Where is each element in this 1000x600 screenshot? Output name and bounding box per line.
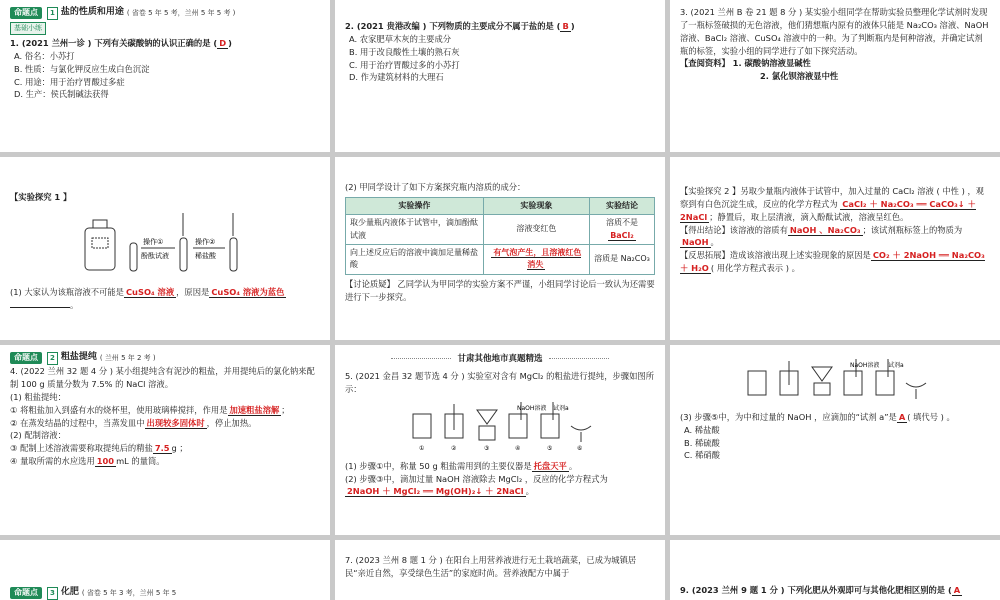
section-divider: 甘肃其他地市真题精选 [345,353,655,366]
discussion: 【讨论质疑】 乙同学认为甲同学的实验方案不严谨，小组同学讨论后一致认为还需要进行下一步探究。 [345,278,655,302]
slide-9[interactable] [670,345,1000,535]
question-5-stem: 5. (2021 金昌 32 题节选 4 分 ) 实验室对含有 MgCl₂ 的粗盐进行提纯，步骤如图所示： [345,371,654,395]
option: D. 生产：侯氏制碱法获得 [14,89,109,100]
experiment-table [345,197,655,275]
svg-text:试剂a: 试剂a [553,404,569,412]
info-title: 【查阅资料】 1. 碳酸钠溶液显碱性 [680,58,811,69]
table-header: 实验操作 [346,197,484,214]
part-2b: ④ 量取所需的水应选用 100 mL 的量筒。 [10,456,165,467]
topic-header [10,351,156,365]
part-2a: ③ 配制上述溶液需要称取提纯后的精盐 7.5 g ； [10,443,188,454]
svg-text:NaOH溶液: NaOH溶液 [850,362,880,369]
svg-text:④: ④ [515,444,521,452]
slide-4[interactable] [0,157,330,340]
part-1b: ② 在蒸发结晶的过程中，当蒸发皿中 出现较多固体时 ，停止加热。 [10,417,257,428]
answer-1: D [219,38,227,49]
svg-text:稀盐酸: 稀盐酸 [195,251,216,260]
option: B. 性质：与氯化钾反应生成白色沉淀 [14,63,150,74]
question-5-part-1: (1) 步骤①中，称量 50 g 粗盐需用到的主要仪器是 托盘天平 。 [345,460,578,471]
svg-text:③: ③ [484,444,490,452]
svg-text:操作①: 操作① [143,237,164,246]
basic-practice-badge: 基础小练 [10,22,46,35]
answer-2: B [562,21,569,31]
question-5-part-3: (3) 步骤⑤中，为中和过量的 NaOH ，应滴加的“试剂 a”是 A ( 填代号 ) 。 [680,411,955,422]
option: C. 用于治疗胃酸过多的小苏打 [349,59,460,70]
experiment-1-title: 【实验探究 1 】 [10,192,72,202]
topic-title: 粗盐提纯 [60,352,97,363]
topic-subtitle: ( 省卷 5 年 5 考，兰州 5 年 5 考 ) [126,8,236,17]
topic-subtitle: ( 兰州 5 年 2 考 ) [99,353,156,362]
lab-apparatus-icon [740,355,930,403]
svg-text:①: ① [419,444,425,452]
slide-8[interactable] [335,345,665,535]
question-3-stem: 3. (2021 兰州 B 卷 21 题 8 分 ) 某实验小组同学在帮助实验员整理化学试剂时发现了一瓶标签破损的无色溶液，他们猜想瓶内原有的液体只能是 Na₂CO₃ 溶液、NaOH 溶液、BaCl₂ 溶液、CuSO₄ 溶液中的一种。为了判断瓶内是何种溶液，并确定试剂瓶的标签，实验小组的同学进行了如下探究活动。 [680,7,989,56]
lab-apparatus-icon [405,400,595,452]
lab-steps-figure [680,355,990,407]
slide-11[interactable] [335,540,665,600]
option: B. 稀硫酸 [684,437,720,448]
svg-text:⑥: ⑥ [577,444,583,452]
part-heading: (1) 粗盐提纯： [10,391,66,402]
slide-6[interactable] [670,157,1000,340]
topic-tag: 命题点 [10,587,42,599]
option: A. 稀盐酸 [684,424,720,435]
option: D. 作为建筑材料的大理石 [349,72,444,83]
option: A. 俗名：小苏打 [14,50,75,61]
topic-header [10,586,176,600]
svg-text:酚酞试液: 酚酞试液 [141,251,169,260]
topic-number: 3 [47,587,58,600]
slide-5[interactable] [335,157,665,340]
question-7-stem: 7. (2023 兰州 8 题 1 分 ) 在阳台上用营养液进行无土栽培蔬菜，已成为城镇居民“亲近自然，享受绿色生活”的家庭时尚。营养液配方中属于 [345,555,637,578]
answer-input: CuSO₄ 溶液为蓝色 [211,286,285,297]
topic-title: 化肥 [60,587,79,598]
slide-10[interactable] [0,540,330,600]
topic-header [10,6,235,20]
part-heading: (2) 配制溶液： [10,430,66,441]
slide-2[interactable] [335,0,665,152]
table-row: 取少量瓶内液体于试管中，滴加酚酞试液 溶液变红色 溶质不是BaCl₂ [346,215,655,245]
part-1a: ① 将粗盐加入到盛有水的烧杯里，使用玻璃棒搅拌，作用是 加速粗盐溶解 ； [10,404,290,415]
question-3-part-1: (1) 大家认为该瓶溶液不可能是 CuSO₄ 溶液 ，原因是 CuSO₄ 溶液为蓝色 。 [10,286,285,310]
topic-number: 2 [47,352,58,365]
slide-7[interactable] [0,345,330,535]
svg-text:⑤: ⑤ [547,444,553,452]
topic-title: 盐的性质和用途 [60,7,124,18]
experiment-2: 【实验探究 2 】另取少量瓶内液体于试管中，加入过量的 CaCl₂ 溶液 ( 中性 ) ，观察到有白色沉淀生成，反应的化学方程式为 CaCl₂ ＋ Na₂CO₃ ══ CaCO₃↓ ＋ 2NaCl ；静置后，取上层清液，滴入酚酞试液，溶液呈红色。 [680,186,985,222]
svg-text:②: ② [451,444,457,452]
option: A. 农家肥草木灰的主要成分 [349,33,452,44]
question-1: 1. (2021 兰州一诊 ) 下列有关碳酸钠的认识正确的是 ( D ) [10,38,232,49]
svg-text:操作②: 操作② [195,237,216,246]
answer-input: CuSO₄ 溶液 [125,286,175,297]
svg-text:试剂a: 试剂a [888,362,904,369]
option: C. 用途：用于治疗胃酸过多症 [14,76,125,87]
experiment-figure [10,208,320,282]
option: C. 稀硝酸 [684,450,720,461]
table-row: 向上述反应后的溶液中滴加足量稀盐酸 有气泡产生，且溶液红色消失 溶质是 Na₂CO₃ [346,245,655,275]
table-header: 实验结论 [590,197,655,214]
question-5-part-2: (2) 步骤③中，滴加过量 NaOH 溶液除去 MgCl₂ ，反应的化学方程式为 2NaOH ＋ MgCl₂ ══ Mg(OH)₂↓ ＋ 2NaCl 。 [345,473,608,497]
slide-12[interactable] [670,540,1000,600]
conclusion: 【得出结论】该溶液的溶质有 NaOH 、Na₂CO₃ ；该试剂瓶标签上的物质为NaOH 。 [680,224,963,248]
table-header: 实验现象 [483,197,589,214]
bottle-test-tube-icon [65,208,265,278]
question-2: 2. (2021 贵港改编 ) 下列物质的主要成分不属于盐的是 ( B ) [345,21,575,31]
slide-3[interactable] [670,0,1000,152]
question-3-part-2: (2) 甲同学设计了如下方案探究瓶内溶质的成分： [345,182,526,192]
topic-tag: 命题点 [10,7,42,19]
topic-number: 1 [47,7,58,20]
question-9-stem: 9. (2023 兰州 9 题 1 分 ) 下列化肥从外观即可与其他化肥相区别的是 ( A [680,585,961,595]
option: B. 用于改良酸性土壤的熟石灰 [349,46,460,57]
topic-tag: 命题点 [10,352,42,364]
lab-steps-figure [345,400,655,456]
info-item: 2. 氯化钡溶液显中性 [760,71,839,82]
topic-subtitle: ( 省卷 5 年 3 考，兰州 5 年 5 [81,588,177,597]
question-4-stem: 4. (2022 兰州 32 题 4 分 ) 某小组提纯含有泥沙的粗盐，并用提纯后的氯化钠来配制 100 g 质量分数为 7.5% 的 NaCl 溶液。 [10,366,315,390]
reflection: 【反思拓展】造成该溶液出现上述实验现象的原因是 CO₂ ＋ 2NaOH ══ Na₂CO₃ ＋ H₂O ( 用化学方程式表示 ) 。 [680,250,985,274]
svg-text:NaOH溶液: NaOH溶液 [517,404,547,412]
slide-1[interactable] [0,0,330,152]
